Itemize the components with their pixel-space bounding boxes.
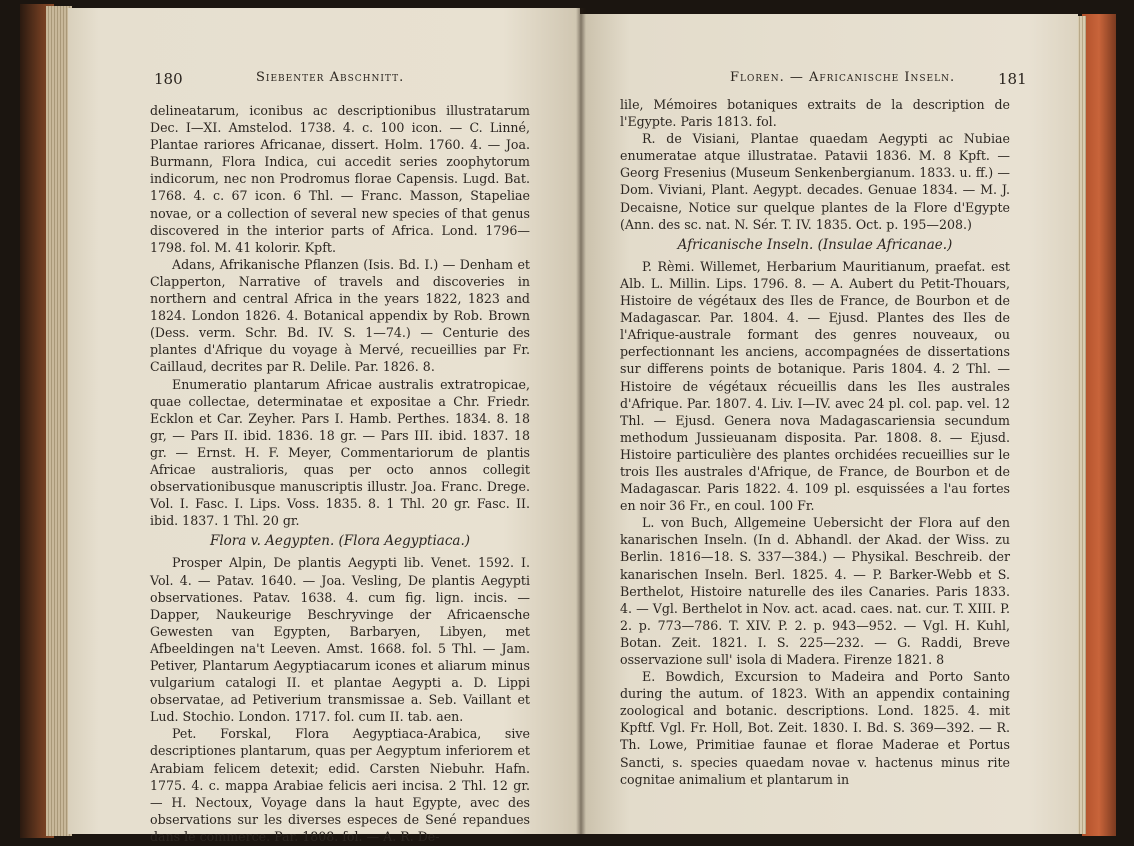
paragraph: lile, Mémoires botaniques extraits de la description de l'Egypte. Paris 1813. fol. [620,97,1010,130]
paragraph: Adans, Afrikanische Pflanzen (Isis. Bd. I.) — Denham et Clapperton, Narrative of travels and discoveries in northern and central Africa in the years 1822, 1823 and 1824. London 1826. 4. Botanical appendix by Rob. Brown (Dess. verm. Schr. Bd. IV. S. 1—74.) — Centurie des plantes d'Afrique du voyage à Mervé, recueillies par Fr. Caillaud, decrites par R. Delile. Par. 1826. 8. [150,256,530,375]
paragraph: P. Rèmi. Willemet, Herbarium Mauritianum, praefat. est Alb. L. Millin. Lips. 1796. 8. — A. Aubert du Petit-Thouars, Histoire de végétaux des Iles de France, de Bourbon et de Madagascar. Par. 1804. 4. — Ejusd. Plantes des Iles de l'Afrique-australe formant des genres nouveaux, ou perfectionnant les anciens, accompagnées de dissertations sur differens points de botanique. Paris 1804. 4. 2 Thl. — Histoire de végétaux récueillis dans les Iles australes d'Afrique. Par. 1807. 4. Liv. I—IV. avec 24 pl. col. pap. vel. 12 Thl. — Ejusd. Genera nova Madagascariensia secundum methodum Jussieuanam disposita. Par. 1808. 8. — Ejusd. Histoire particulière des plantes orchidées recueillies sur le trois Iles australes d'Afrique, de France, de Bourbon et de Madagascar. Paris 1822. 4. 109 pl. esquissées a l'au fortes en noir 36 Fr., en coul. 100 Fr. [620,258,1010,514]
paragraph: E. Bowdich, Excursion to Madeira and Porto Santo during the autum. of 1823. With an appendix containing zoological and botanic. descriptions. Lond. 1825. 4. mit Kpftf. Vgl. Fr. Holl, Bot. Zeit. 1830. I. Bd. S. 369—392. — R. Th. Lowe, Primitiae faunae et florae Maderae et Portus Sancti, s. species quaedam novae v. hactenus minus rite cognitae animalium et plantarum in [620,669,1010,787]
right-page-body [620,96,1010,788]
paragraph: L. von Buch, Allgemeine Uebersicht der Flora auf den kanarischen Inseln. (In d. Abhandl. der Akad. der Wiss. zu Berlin. 1816—18. S. 337—384.) — Physikal. Beschreib. der kanarischen Inseln. Berl. 1825. 4. — P. Barker-Webb et S. Berthelot, Histoire naturelle des iles Canaries. Paris 1833. 4. — Vgl. Berthelot in Nov. act. acad. caes. nat. cur. T. XIII. P. 2. p. 773—786. T. XIV. P. 2. p. 943—952. — Vgl. H. Kuhl, Botan. Zeit. 1821. I. S. 225—232. — G. Raddi, Breve osservazione sull' isola di Madera. Firenze 1821. 8 [620,515,1010,667]
section-heading: Africanische Inseln. (Insulae Africanae.) [677,236,953,253]
paragraph: R. de Visiani, Plantae quaedam Aegypti ac Nubiae enumeratae atque illustratae. Patavii 1836. M. 8 Kpft. — Georg Fresenius (Museum Senkenbergianum. 1833. u. ff.) — Dom. Viviani, Plant. Aegypt. decades. Genuae 1834. — M. J. Decaisne, Notice sur quelque plantes de la Flore d'Egypte (Ann. des sc. nat. N. Sér. T. IV. 1835. Oct. p. 195—208.) [620,131,1010,232]
paragraph: Prosper Alpin, De plantis Aegypti lib. Venet. 1592. I. Vol. 4. — Patav. 1640. — Joa. Vesling, De plantis Aegypti observationes. Patav. 1638. 4. cum fig. lign. incis. — Dapper, Naukeurige Beschryvinge der Africaensche Gewesten van Egypten, Barbaryen, Libyen, met Afbeeldingen na't Leeven. Amst. 1668. fol. 5 Thl. — Jam. Petiver, Plantarum Aegyptiacarum icones et aliarum minus vulgarium catalogi II. et plantae Aegypti a. D. Lippi observatae, ad Petiverium transmissae a. Seb. Vaillant et Lud. Stochio. London. 1717. fol. cum II. tab. aen. [150,555,530,725]
left-page-number: 180 [154,70,183,88]
left-page [68,8,580,844]
right-running-head: Floren. — Africanische Inseln. [730,70,956,85]
right-page-number: 181 [998,70,1027,88]
section-heading: Flora v. Aegypten. (Flora Aegyptiaca.) [209,533,471,550]
paragraph: Enumeratio plantarum Africae australis extratropicae, quae collectae, determinatae et expositae a Chr. Friedr. Ecklon et Car. Zeyher. Pars I. Hamb. Perthes. 1834. 8. 18 gr, — Pars II. ibid. 1836. 18 gr. — Pars III. ibid. 1837. 18 gr. — Ernst. H. F. Meyer, Commentariorum de plantis Africae australioris, quas per octo annos collegit observationibusque manuscriptis illustr. Joa. Franc. Drege. Vol. I. Fasc. I. Lips. Voss. 1835. 8. 1 Thl. 20 gr. Fasc. II. ibid. 1837. 1 Thl. 20 gr. [150,376,530,529]
right-page [580,14,1078,834]
right-cover-edge [1082,14,1116,836]
paragraph: Pet. Forskal, Flora Aegyptiaca-Arabica, sive descriptiones plantarum, quas per Aegyptum inferiorem et Arabiam felicem detexit; edid. Carsten Niebuhr. Hafn. 1775. 4. c. mappa Arabiae felicis aeri incisa. 2 Thl. 12 gr. — H. Nectoux, Voyage dans la haut Egypte, avec des observations sur les diverses especes de Sené repandues dans le commerce. Par. 1808. fol. — A. R. De- [150,726,530,844]
left-page-body [150,102,530,845]
left-running-head: Siebenter Abschnitt. [256,70,405,85]
book-gutter-shadow [576,8,586,834]
paragraph: delineatarum, iconibus ac descriptionibus illustratarum Dec. I—XI. Amstelod. 1738. 4. c. 100 icon. — C. Linné, Plantae rariores Africanae, dissert. Holm. 1760. 4. — Joa. Burmann, Flora Indica, cui accedit series zoophytorum indicorum, nec non Prodromus florae Capensis. Lugd. Bat. 1768. 4. c. 67 icon. 6 Thl. — Franc. Masson, Stapeliae novae, or a collection of several new species of that genus discovered in the interior parts of Africa. Lond. 1796—1798. fol. M. 41 kolorir. Kpft. [150,103,530,255]
